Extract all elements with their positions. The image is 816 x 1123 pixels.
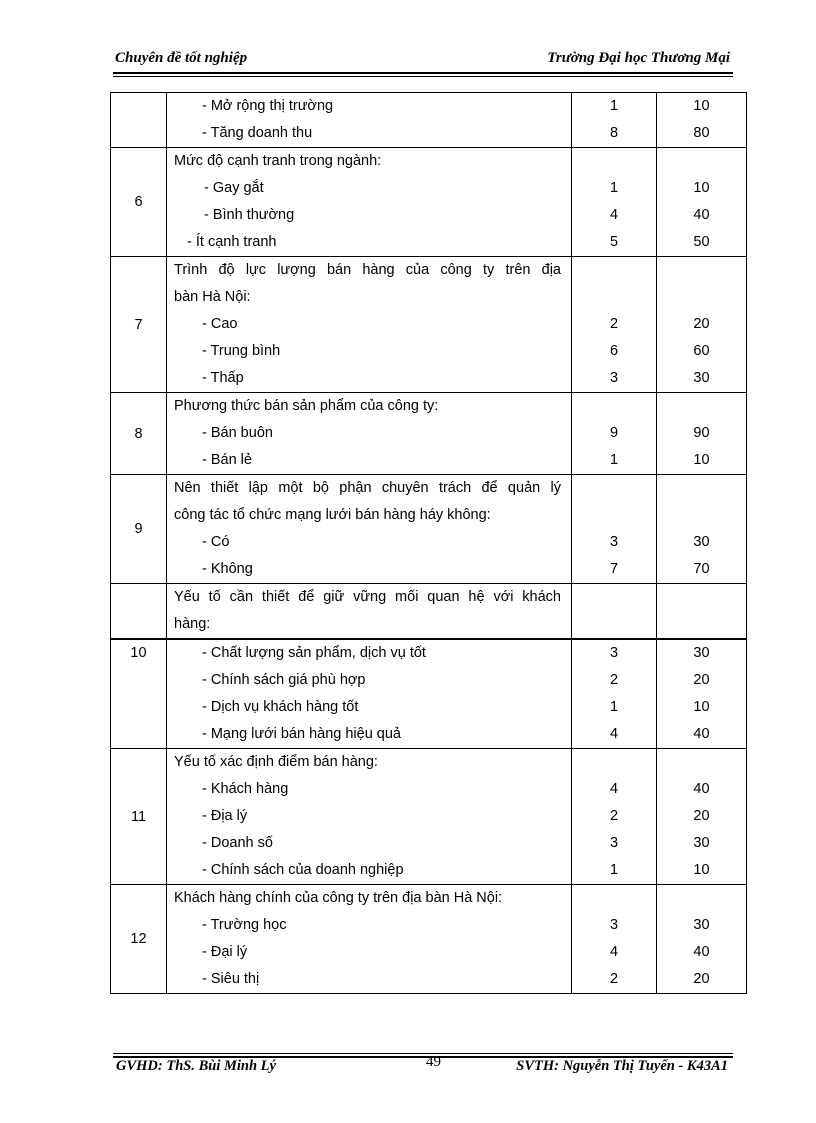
page-header (115, 50, 730, 72)
count-value (572, 885, 656, 912)
table-row (111, 885, 747, 994)
answer-option: - Gay gắt (204, 180, 264, 196)
percent-cell (657, 93, 747, 148)
answer-option: - Tăng doanh thu (202, 125, 313, 141)
answer-option: - Bán buôn (202, 425, 273, 441)
table-row (111, 749, 747, 885)
count-value: 3 (609, 835, 619, 851)
row-content (167, 393, 572, 475)
count-value: 1 (609, 452, 619, 468)
footer-right: SVTH: Nguyễn Thị Tuyến - K43A1 (516, 1058, 728, 1074)
percent-value: 20 (693, 971, 710, 987)
row-number: 12 (111, 885, 167, 994)
row-content (167, 584, 572, 640)
percent-cell (657, 885, 747, 994)
question-text: Trình độ lực lượng bán hàng của công ty trên địa (174, 262, 561, 278)
question-text: Phương thức bán sản phẩm của công ty: (174, 398, 439, 414)
answer-option: - Chính sách giá phù hợp (202, 672, 366, 688)
count-cell (572, 148, 657, 257)
count-value: 2 (609, 808, 619, 824)
count-value: 1 (609, 98, 619, 114)
question-text: bàn Hà Nội: (174, 289, 251, 305)
survey-table (110, 92, 747, 994)
table-row (111, 584, 747, 640)
count-value (572, 584, 656, 611)
percent-value (657, 584, 746, 611)
percent-cell (657, 393, 747, 475)
percent-value (657, 148, 746, 175)
answer-option: - Siêu thị (202, 971, 260, 987)
row-content (167, 639, 572, 749)
count-cell (572, 639, 657, 749)
percent-value: 20 (693, 808, 710, 824)
percent-cell (657, 639, 747, 749)
count-value: 8 (609, 125, 619, 141)
question-text: Khách hàng chính của công ty trên địa bàn Hà Nội: (174, 890, 503, 906)
count-value: 7 (609, 561, 619, 577)
count-value: 2 (609, 316, 619, 332)
percent-value (657, 885, 746, 912)
percent-value: 20 (693, 316, 710, 332)
answer-option: - Bán lẻ (202, 452, 252, 468)
count-value: 3 (609, 917, 619, 933)
percent-value: 10 (693, 699, 710, 715)
row-number (111, 584, 167, 640)
percent-value: 40 (693, 726, 710, 742)
count-value: 4 (609, 781, 619, 797)
percent-value: 30 (693, 917, 710, 933)
percent-cell (657, 257, 747, 393)
count-value (572, 393, 656, 420)
row-content (167, 475, 572, 584)
count-value: 3 (609, 534, 619, 550)
count-value: 1 (609, 862, 619, 878)
percent-value: 30 (693, 534, 710, 550)
answer-option: - Dịch vụ khách hàng tốt (202, 699, 359, 715)
count-value: 3 (609, 370, 619, 386)
row-content (167, 257, 572, 393)
count-value (572, 257, 656, 284)
count-value: 4 (609, 207, 619, 223)
percent-value (657, 284, 746, 311)
count-value (572, 749, 656, 776)
percent-value (657, 611, 746, 638)
percent-value: 20 (693, 672, 710, 688)
percent-value (657, 475, 746, 502)
percent-value: 70 (693, 561, 710, 577)
count-cell (572, 257, 657, 393)
count-value: 1 (609, 180, 619, 196)
count-value: 3 (609, 645, 619, 661)
row-content (167, 93, 572, 148)
percent-value: 40 (693, 207, 710, 223)
percent-value (657, 502, 746, 529)
percent-value: 10 (693, 180, 710, 196)
page-number: 49 (426, 1054, 441, 1070)
percent-value: 40 (693, 781, 710, 797)
answer-option: - Đại lý (202, 944, 248, 960)
percent-value: 50 (693, 234, 710, 250)
percent-cell (657, 475, 747, 584)
answer-option: - Mở rộng thị trường (202, 98, 334, 114)
row-number: 11 (111, 749, 167, 885)
table-row (111, 639, 747, 749)
answer-option: - Trường học (202, 917, 287, 933)
count-value: 4 (609, 944, 619, 960)
count-value: 2 (609, 971, 619, 987)
percent-value (657, 257, 746, 284)
percent-value: 30 (693, 835, 710, 851)
count-value (572, 611, 656, 638)
table-row (111, 148, 747, 257)
percent-value (657, 749, 746, 776)
answer-option: - Chất lượng sản phẩm, dịch vụ tốt (202, 645, 426, 661)
table-row (111, 257, 747, 393)
percent-cell (657, 148, 747, 257)
answer-option: - Khách hàng (202, 781, 289, 797)
count-cell (572, 393, 657, 475)
question-text: Nên thiết lập một bộ phận chuyên trách để quản lý (174, 480, 561, 496)
header-right: Trường Đại học Thương Mại (547, 50, 730, 66)
answer-option: - Trung bình (202, 343, 281, 359)
percent-value: 10 (693, 862, 710, 878)
count-value (572, 502, 656, 529)
count-value: 4 (609, 726, 619, 742)
answer-option: - Thấp (202, 370, 244, 386)
question-text: công tác tổ chức mạng lưới bán hàng háy không: (174, 507, 491, 523)
percent-cell (657, 584, 747, 640)
percent-value: 30 (693, 645, 710, 661)
answer-option: - Cao (202, 316, 238, 332)
answer-option: - Ít cạnh tranh (187, 234, 277, 250)
row-number: 10 (111, 639, 167, 749)
question-text: Yếu tố cần thiết để giữ vững mối quan hệ với khách (174, 589, 561, 605)
answer-option: - Mạng lưới bán hàng hiệu quả (202, 726, 401, 742)
answer-option: - Địa lý (202, 808, 248, 824)
row-number: 7 (111, 257, 167, 393)
answer-option: - Chính sách của doanh nghiệp (202, 862, 404, 878)
count-cell (572, 93, 657, 148)
count-value: 5 (609, 234, 619, 250)
header-rule-thick (113, 72, 733, 74)
percent-value: 60 (693, 343, 710, 359)
answer-option: - Bình thường (204, 207, 295, 223)
count-cell (572, 749, 657, 885)
percent-value: 30 (693, 370, 710, 386)
count-value (572, 148, 656, 175)
row-number: 6 (111, 148, 167, 257)
count-cell (572, 475, 657, 584)
row-number: 8 (111, 393, 167, 475)
row-content (167, 148, 572, 257)
count-value: 9 (609, 425, 619, 441)
percent-value: 10 (693, 452, 710, 468)
percent-value: 40 (693, 944, 710, 960)
count-value: 2 (609, 672, 619, 688)
count-value (572, 284, 656, 311)
row-content (167, 749, 572, 885)
row-content (167, 885, 572, 994)
percent-value: 90 (693, 425, 710, 441)
header-rule-thin (113, 76, 733, 77)
percent-value: 10 (693, 98, 710, 114)
answer-option: - Không (202, 561, 253, 577)
row-number (111, 93, 167, 148)
question-text: hàng: (174, 616, 211, 632)
percent-value: 80 (693, 125, 710, 141)
count-value (572, 475, 656, 502)
footer-rule-thin (113, 1053, 733, 1054)
footer-left: GVHD: ThS. Bùi Minh Lý (116, 1058, 276, 1074)
percent-value (657, 393, 746, 420)
header-left: Chuyên đề tốt nghiệp (115, 50, 248, 66)
table-row (111, 393, 747, 475)
answer-option: - Doanh số (202, 835, 273, 851)
count-cell (572, 885, 657, 994)
answer-option: - Có (202, 534, 230, 550)
count-value: 6 (609, 343, 619, 359)
count-value: 1 (609, 699, 619, 715)
question-text: Yếu tố xác định điểm bán hàng: (174, 754, 378, 770)
row-number: 9 (111, 475, 167, 584)
table-row (111, 475, 747, 584)
question-text: Mức độ cạnh tranh trong ngành: (174, 153, 382, 169)
table-row (111, 93, 747, 148)
percent-cell (657, 749, 747, 885)
count-cell (572, 584, 657, 640)
